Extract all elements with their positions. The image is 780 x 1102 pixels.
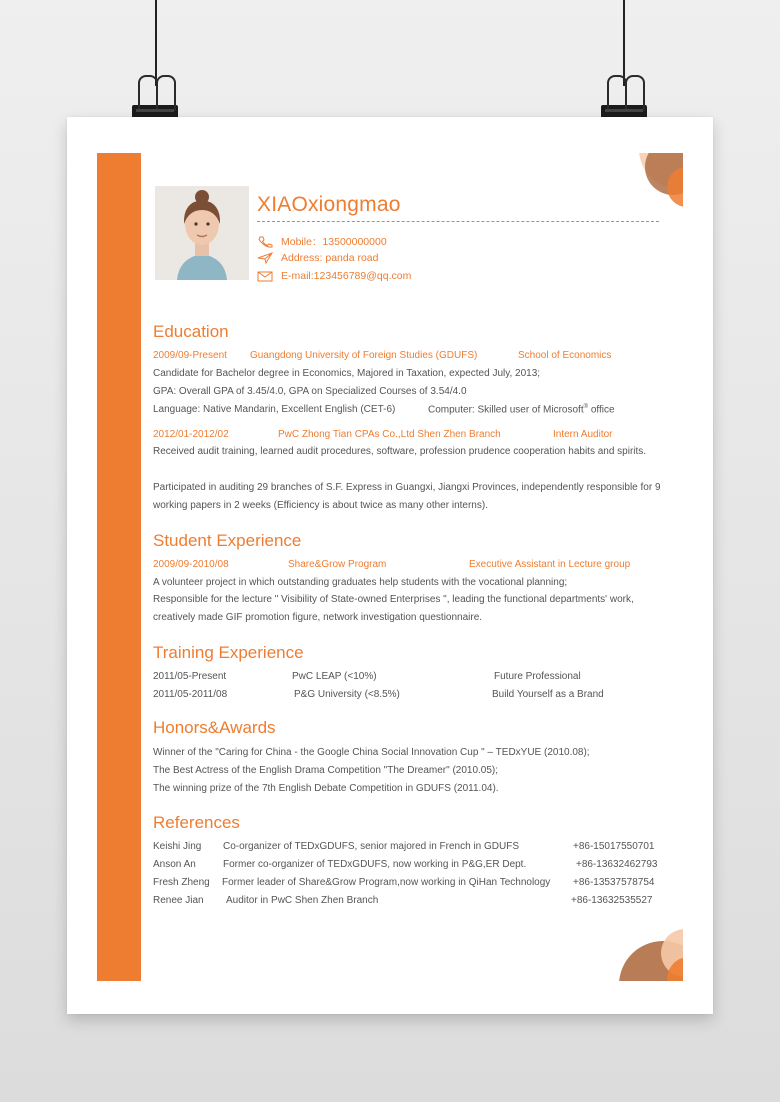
student-heading: Student Experience bbox=[153, 531, 302, 550]
contact-address bbox=[257, 252, 378, 264]
education-2-text-1: Received audit training, learned audit procedures, software, profession prudence cooperation habits and spirits. bbox=[153, 446, 647, 457]
reference-phone: +86-15017550701 bbox=[573, 841, 655, 852]
computer-text bbox=[428, 404, 615, 415]
candidate-name: XIAOxiongmao bbox=[257, 193, 401, 216]
decorative-circles-top bbox=[627, 153, 683, 213]
reference-desc: Former leader of Share&Grow Program,now working in QiHan Technology bbox=[222, 877, 551, 888]
training-1-note: Future Professional bbox=[494, 671, 581, 682]
location-icon bbox=[257, 252, 273, 264]
header-divider bbox=[257, 221, 659, 222]
education-1-line-1: Candidate for Bachelor degree in Economics, Majored in Taxation, expected July, 2013; bbox=[153, 368, 541, 379]
hanging-string-left bbox=[155, 0, 157, 86]
reference-desc: Co-organizer of TEDxGDUFS, senior majored in French in GDUFS bbox=[223, 841, 520, 852]
honors-item: The winning prize of the 7th English Debate Competition in GDUFS (2011.04). bbox=[153, 783, 499, 794]
education-2-text-2: Participated in auditing 29 branches of S.F. Express in Guangxi, Jiangxi Provinces, independently responsible for 9 working papers in 2 weeks (Efficiency is about twice as many other interns). bbox=[153, 482, 661, 511]
student-text-2: Responsible for the lecture " Visibility of State-owned Enterprises ", leading the functional departments' work, creatively made GIF promotion figure, network investigation questionnaire. bbox=[153, 594, 634, 623]
education-1-date: 2009/09-Present bbox=[153, 350, 227, 361]
reference-name: Fresh Zheng bbox=[153, 877, 210, 888]
email-text: E-mail:123456789@qq.com bbox=[281, 270, 412, 283]
reference-desc: Auditor in PwC Shen Zhen Branch bbox=[226, 895, 379, 906]
reference-phone: +86-13632535527 bbox=[571, 895, 653, 906]
training-1-org: PwC LEAP (<10%) bbox=[292, 671, 377, 682]
education-1-line-2: GPA: Overall GPA of 3.45/4.0, GPA on Specialized Courses of 3.54/4.0 bbox=[153, 386, 467, 397]
education-1-org: Guangdong University of Foreign Studies (GDUFS) bbox=[250, 350, 478, 361]
training-1-date: 2011/05-Present bbox=[153, 671, 227, 682]
reference-name: Renee Jian bbox=[153, 895, 204, 906]
registered-mark: ® bbox=[583, 404, 589, 410]
mobile-text: Mobile：13500000000 bbox=[281, 236, 387, 248]
honors-heading: Honors&Awards bbox=[153, 718, 276, 737]
education-2-role: Intern Auditor bbox=[553, 429, 613, 440]
honors-item: Winner of the "Caring for China - the Google China Social Innovation Cup " – TEDxYUE (2010.08); bbox=[153, 747, 590, 758]
education-1-role: School of Economics bbox=[518, 350, 612, 361]
profile-photo bbox=[155, 186, 249, 280]
reference-name: Keishi Jing bbox=[153, 841, 202, 852]
education-2-org: PwC Zhong Tian CPAs Co.,Ltd Shen Zhen Branch bbox=[278, 429, 501, 440]
references-heading: References bbox=[153, 813, 240, 832]
contact-email bbox=[257, 270, 411, 282]
student-org: Share&Grow Program bbox=[288, 559, 387, 570]
student-date: 2009/09-2010/08 bbox=[153, 559, 229, 570]
decorative-circles-bottom bbox=[619, 923, 683, 981]
profile-photo-illustration bbox=[155, 186, 249, 280]
computer-text-suffix: office bbox=[588, 404, 615, 416]
email-icon bbox=[257, 270, 273, 282]
reference-name: Anson An bbox=[153, 859, 196, 870]
training-2-org: P&G University (<8.5%) bbox=[294, 689, 400, 700]
reference-desc: Former co-organizer of TEDxGDUFS, now working in P&G,ER Dept. bbox=[223, 859, 527, 870]
education-heading: Education bbox=[153, 322, 229, 341]
address-text: Address: panda road bbox=[281, 252, 379, 265]
reference-phone: +86-13537578754 bbox=[573, 877, 655, 888]
training-2-date: 2011/05-2011/08 bbox=[153, 689, 228, 700]
language-text: Language: Native Mandarin, Excellent English (CET-6) bbox=[153, 404, 396, 415]
reference-phone: +86-13632462793 bbox=[576, 859, 658, 870]
contact-mobile bbox=[257, 234, 387, 249]
student-text-1: A volunteer project in which outstanding graduates help students with the vocational planning; bbox=[153, 577, 568, 588]
orange-sidebar bbox=[97, 153, 141, 981]
hanging-string-right bbox=[623, 0, 625, 86]
honors-item: The Best Actress of the English Drama Competition "The Dreamer" (2010.05); bbox=[153, 765, 499, 776]
computer-text-main: Computer: Skilled user of Microsoft bbox=[428, 404, 584, 416]
phone-icon bbox=[257, 236, 273, 248]
training-2-note: Build Yourself as a Brand bbox=[492, 689, 604, 700]
student-role: Executive Assistant in Lecture group bbox=[469, 559, 631, 570]
resume-page bbox=[67, 117, 713, 1014]
training-heading: Training Experience bbox=[153, 643, 304, 662]
education-2-date: 2012/01-2012/02 bbox=[153, 429, 229, 440]
